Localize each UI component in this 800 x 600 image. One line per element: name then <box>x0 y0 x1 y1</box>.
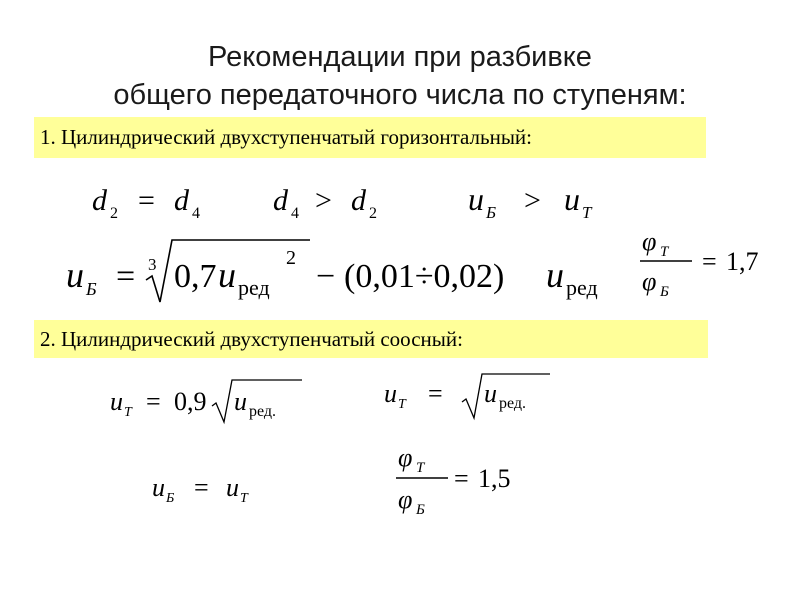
subscript-B: Б <box>486 203 497 222</box>
equals-sign: = <box>138 184 155 217</box>
subscript-red: ред. <box>499 395 527 412</box>
equals-sign: = <box>194 473 209 502</box>
ratio-value: 1,7 <box>726 247 759 276</box>
formula-d4-gt-d2 <box>265 176 405 226</box>
u-symbol: u <box>66 255 84 295</box>
greater-than-sign: > <box>315 184 332 217</box>
u-symbol: u <box>110 387 123 416</box>
root-index: 3 <box>148 255 157 274</box>
d-symbol: d <box>351 184 366 217</box>
subscript-T: Т <box>582 203 592 222</box>
subscript-B: Б <box>660 284 669 300</box>
d-symbol: d <box>174 184 189 217</box>
formula-d2-eq-d4 <box>80 176 230 226</box>
section-2-heading: 2. Цилиндрический двухступенчатый соосный: <box>34 320 708 358</box>
subscript-4: 4 <box>192 205 200 222</box>
equals-sign: = <box>116 258 136 295</box>
subscript-red: ред <box>566 275 598 300</box>
u-symbol: u <box>218 255 236 295</box>
range-coefficient: (0,01÷0,02) <box>344 258 505 295</box>
u-symbol: u <box>384 379 397 408</box>
u-symbol: u <box>226 473 239 502</box>
u-symbol: u <box>234 387 247 416</box>
slide-title <box>0 38 800 114</box>
subscript-T: Т <box>416 460 425 476</box>
u-symbol: u <box>546 255 564 295</box>
subscript-B: Б <box>86 279 97 299</box>
d-symbol: d <box>273 184 288 217</box>
title-line-2: общего передаточного числа по ступеням: <box>113 79 687 111</box>
d-symbol: d <box>92 184 107 217</box>
coefficient: 0,9 <box>174 387 207 416</box>
phi-symbol: φ <box>642 227 657 256</box>
section-1-heading: 1. Цилиндрический двухступенчатый горизонтальный: <box>34 117 706 158</box>
equals-sign: = <box>146 387 161 416</box>
subscript-T: Т <box>398 397 406 412</box>
coefficient: 0,7 <box>174 258 217 295</box>
subscript-red: ред. <box>249 403 277 420</box>
formula-uT-sqrt <box>380 372 560 428</box>
subscript-T: Т <box>124 405 132 420</box>
subscript-2: 2 <box>110 205 118 222</box>
superscript-2: 2 <box>286 247 296 269</box>
formula-uB-eq-uT <box>148 466 278 510</box>
formula-phi-ratio-1 <box>636 222 776 306</box>
formula-phi-ratio-2 <box>392 440 532 524</box>
equals-sign: = <box>428 379 443 408</box>
formula-uB-gt-uT <box>460 176 620 226</box>
equals-sign: = <box>454 464 469 493</box>
subscript-B: Б <box>416 502 425 518</box>
formula-uB-main <box>60 232 620 312</box>
phi-symbol: φ <box>398 485 413 514</box>
minus-sign: − <box>316 258 336 295</box>
subscript-red: ред <box>238 275 270 300</box>
subscript-B: Б <box>166 491 175 506</box>
u-symbol: u <box>468 181 484 217</box>
greater-than-sign: > <box>524 184 541 217</box>
ratio-value: 1,5 <box>478 464 511 493</box>
subscript-T: Т <box>240 491 248 506</box>
subscript-2: 2 <box>369 205 377 222</box>
u-symbol: u <box>564 181 580 217</box>
phi-symbol: φ <box>398 443 413 472</box>
formula-uT-0-9 <box>106 372 316 428</box>
title-line-1: Рекомендации при разбивке <box>208 41 592 73</box>
subscript-T: Т <box>660 244 669 260</box>
equals-sign: = <box>702 247 717 276</box>
phi-symbol: φ <box>642 267 657 296</box>
u-symbol: u <box>152 473 165 502</box>
subscript-4: 4 <box>291 205 299 222</box>
u-symbol: u <box>484 379 497 408</box>
